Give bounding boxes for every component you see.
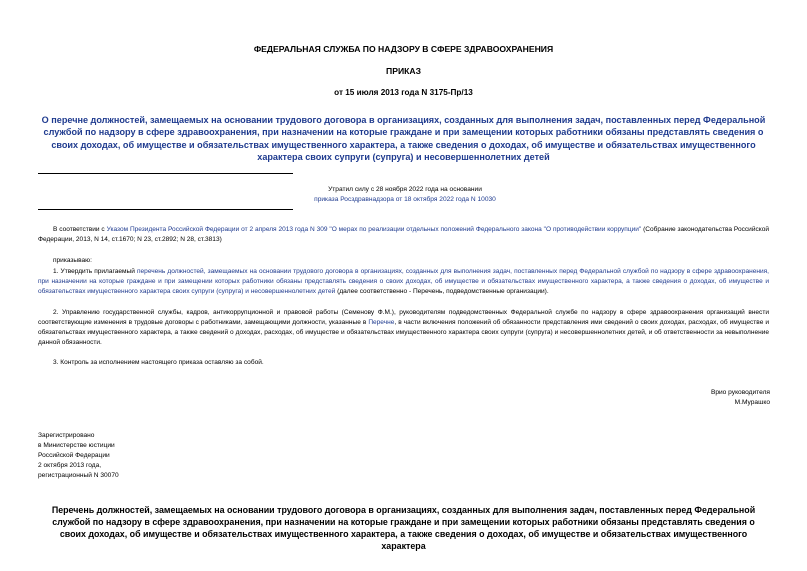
registration-line-2: в Министерстве юстиции (38, 442, 115, 450)
registration-line-1: Зарегистрировано (38, 432, 95, 439)
preamble-paragraph (38, 225, 769, 245)
registration-line-4: 2 октября 2013 года, (38, 462, 102, 470)
title-link[interactable]: перечне должностей, замещаемых на основании трудового договора в организациях, созданных для выполнения задач, поставленных перед Федеральной службой по надзору в сфере здравоохранения, при назначении на которые граждане и при замещении которых работники обязаны представлять сведения о своих доходах, об имуществе и обязательствах имущественного характера, а также сведения о доходах, об имуществе и обязательствах имущественного характера своих супруги (супруга) и несовершеннолетних детей (43, 115, 766, 162)
preamble-text-2: (Собрание законодательства Российской Федерации, 2013, N 14, ст.1670; N 23, ст.2892; N 28, ст.3813) (38, 226, 770, 243)
item-2-text-2: , в части включения положений об обязанности представления ими сведений о своих доходах, расходах, об имуществе и обязательствах имущественного характера, а также сведений о доходах, расходах, об имуществе и обязательствах имущественного характера своих супруги (супруга) и несовершеннолетних детей, и об ответственности за невыполнение данной обязанности. (38, 319, 769, 346)
item-2-paragraph (38, 308, 769, 348)
registration-block (38, 431, 238, 481)
lost-force-notice: Утратил силу с 28 ноября 2022 года на основании (328, 186, 482, 193)
item-1-list-link[interactable]: перечень должностей, замещаемых на основании трудового договора в организациях, созданных для выполнения задач, поставленных перед Федеральной службой по надзору в сфере здравоохранения, при назначении на которые граждане и при замещении которых работники обязаны представлять сведения о своих доходах, об имуществе и обязательствах имущественного характера, а также сведения о доходах, об имуществе и обязательствах имущественного характера своих супруги (супруга) и несовершеннолетних детей (38, 268, 769, 295)
item-2-list-link[interactable]: Перечне (368, 319, 395, 326)
preamble-text-1: В соответствии с (53, 226, 107, 233)
order-title (40, 114, 767, 163)
item-1-text-1: 1. Утвердить прилагаемый (53, 268, 137, 275)
item-1-paragraph (38, 267, 769, 297)
lost-force-link[interactable]: приказа Росздравнадзора от 18 октября 2022 года N 10030 (314, 196, 496, 203)
divider-top (38, 173, 293, 174)
divider-bottom (38, 209, 293, 210)
item-1-text-2: (далее соответственно - Перечень, подведомственные организации). (335, 288, 549, 295)
title-prefix: О (41, 115, 52, 125)
organization-heading: ФЕДЕРАЛЬНАЯ СЛУЖБА ПО НАДЗОРУ В СФЕРЕ ЗДРАВООХРАНЕНИЯ (253, 44, 554, 54)
registration-line-3: Российской Федерации (38, 452, 110, 460)
signature-position: Врио руководителя (710, 389, 770, 396)
signature-name: М.Мурашко (734, 399, 770, 406)
order-word: приказываю: (53, 257, 92, 264)
preamble-decree-link[interactable]: Указом Президента Российской Федерации от 2 апреля 2013 года N 309 "О мерах по реализации отдельных положений Федерального закона "О противодействии коррупции" (106, 226, 642, 233)
document-type-heading: ПРИКАЗ (386, 66, 421, 76)
list-title: Перечень должностей, замещаемых на основании трудового договора в организациях, созданных для выполнения задач, поставленных перед Федеральной службой по надзору в сфере здравоохранения, при назначении на которые граждане и при замещении которых работники обязаны представлять сведения о своих доходах, об имуществе и обязательствах имущественного характера, а также сведения о доходах, об имуществе и обязательствах имущественного характера (51, 505, 756, 552)
item-3-paragraph: 3. Контроль за исполнением настоящего приказа оставляю за собой. (53, 359, 264, 366)
document-date-number: от 15 июля 2013 года N 3175-Пр/13 (334, 88, 473, 97)
registration-line-5: регистрационный N 30070 (38, 472, 119, 480)
item-2-text-1: 2. Управлению государственной службы, кадров, антикоррупционной и правовой работы (Семенову Ф.М.), руководителям подведомственных Федеральной службе по надзору в сфере здравоохранения организаций внести соответствующие изменения в трудовые договоры с работниками, замещающими должности, указанные в (38, 309, 769, 326)
